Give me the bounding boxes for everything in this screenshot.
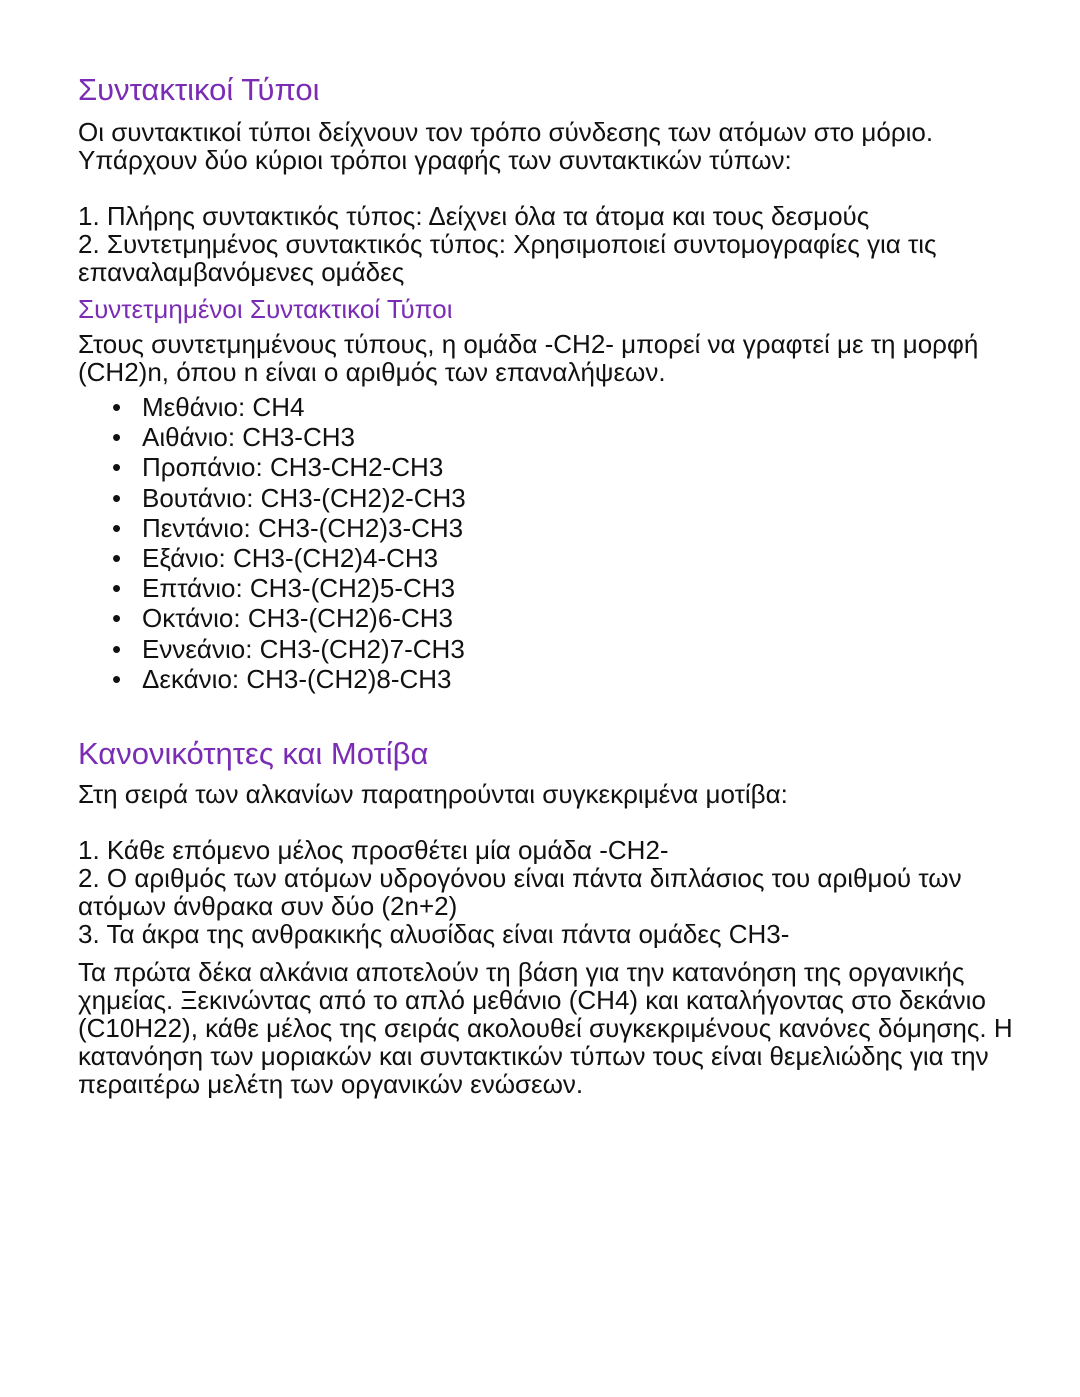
list-item: • Πεντάνιο: CH3-(CH2)3-CH3: [112, 513, 1018, 543]
section-title-structural-formulas: Συντακτικοί Τύποι: [78, 72, 320, 107]
numbered-item: 1. Πλήρης συντακτικός τύπος: Δείχνει όλα τα άτομα και τους δεσμούς: [78, 201, 870, 231]
numbered-list: [78, 202, 1018, 286]
numbered-item: 2. Ο αριθμός των ατόμων υδρογόνου είναι πάντα διπλάσιος του αριθμού των ατόμων άνθρακα συν δύο (2n+2): [78, 863, 962, 922]
document-page: [78, 70, 1018, 1098]
section-title-condensed-formulas: Συντετμημένοι Συντακτικοί Τύποι: [78, 294, 453, 324]
alkane-formula-list: [78, 392, 1018, 694]
list-item: • Προπάνιο: CH3-CH2-CH3: [112, 452, 1018, 482]
list-item: • Μεθάνιο: CH4: [112, 392, 1018, 422]
list-item: • Επτάνιο: CH3-(CH2)5-CH3: [112, 573, 1018, 603]
list-item: • Δεκάνιο: CH3-(CH2)8-CH3: [112, 664, 1018, 694]
list-item: • Εννεάνιο: CH3-(CH2)7-CH3: [112, 634, 1018, 664]
list-item: • Οκτάνιο: CH3-(CH2)6-CH3: [112, 603, 1018, 633]
list-item: • Αιθάνιο: CH3-CH3: [112, 422, 1018, 452]
section-title-patterns: Κανονικότητες και Μοτίβα: [78, 736, 429, 772]
conclusion-paragraph: Τα πρώτα δέκα αλκάνια αποτελούν τη βάση για την κατανόηση της οργανικής χημείας. Ξεκινώντας από το απλό μεθάνιο (CH4) και καταλήγοντας στο δεκάνιο (C10H22), κάθε μέλος της σειράς ακολουθεί συγκεκριμένους κανόνες δόμησης. Η κατανόηση των μοριακών και συντακτικών τύπων τους είναι θεμελιώδης για την περαιτέρω μελέτη των οργανικών ενώσεων.: [78, 957, 1013, 1100]
list-item: • Βουτάνιο: CH3-(CH2)2-CH3: [112, 483, 1018, 513]
list-item: • Εξάνιο: CH3-(CH2)4-CH3: [112, 543, 1018, 573]
numbered-item: 3. Τα άκρα της ανθρακικής αλυσίδας είναι πάντα ομάδες CH3-: [78, 919, 790, 950]
section-intro: Στους συντετμημένους τύπους, η ομάδα -CH2- μπορεί να γραφτεί με τη μορφή (CH2)n, όπου n είναι ο αριθμός των επαναλήψεων.: [78, 329, 979, 387]
section-intro: Στη σειρά των αλκανίων παρατηρούνται συγκεκριμένα μοτίβα:: [78, 779, 788, 810]
numbered-list: [78, 836, 1018, 948]
numbered-item: 2. Συντετμημένος συντακτικός τύπος: Χρησιμοποιεί συντομογραφίες για τις επαναλαμβανόμενες ομάδες: [78, 229, 937, 287]
numbered-item: 1. Κάθε επόμενο μέλος προσθέτει μία ομάδα -CH2-: [78, 835, 669, 866]
section-intro: Οι συντακτικοί τύποι δείχνουν τον τρόπο σύνδεσης των ατόμων στο μόριο. Υπάρχουν δύο κύριοι τρόποι γραφής των συντακτικών τύπων:: [78, 117, 934, 175]
